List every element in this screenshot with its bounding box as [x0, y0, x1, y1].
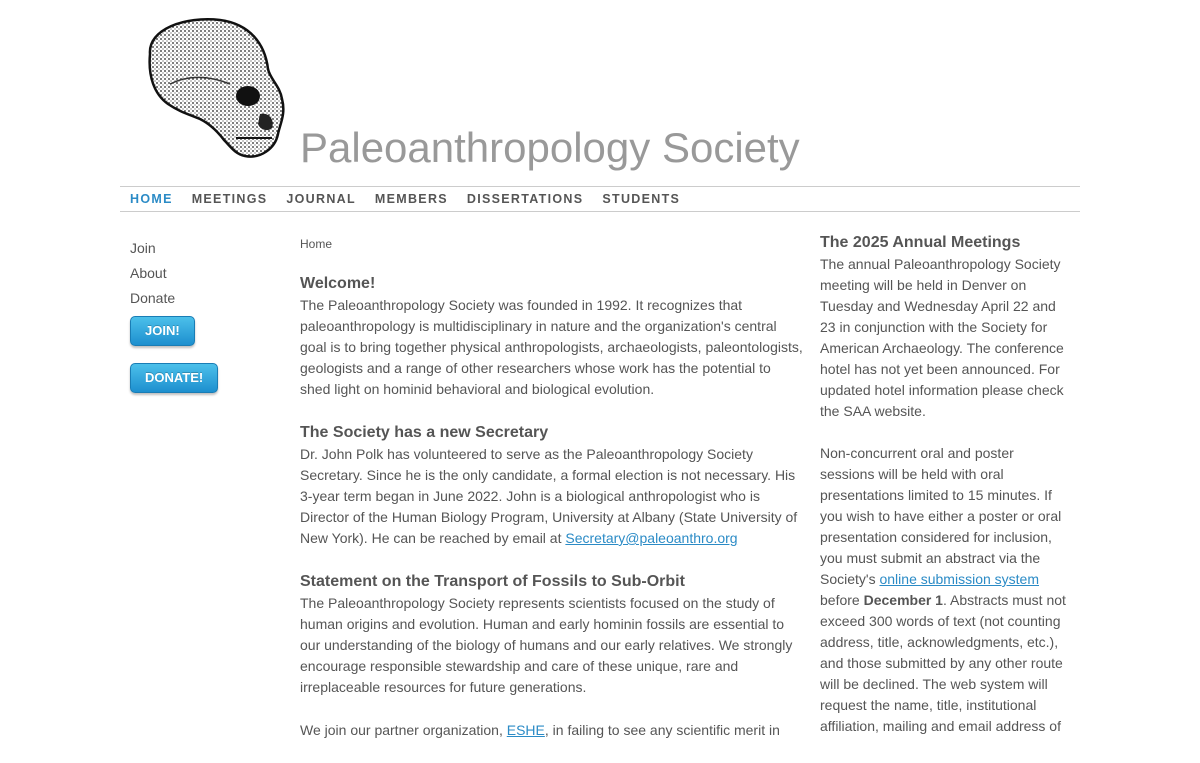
welcome-text: The Paleoanthropology Society was founded in 1992. It recognizes that paleoanthropology is multidisciplinary in nature and the organization's central goal is to bring together physical anthropologists, archaeologists, paleontologists, geologists and a range of other researchers whose work has the potential to shed light on hominid behavioral and biological evolution.	[300, 297, 803, 397]
main-content	[300, 234, 805, 763]
submission-text	[820, 443, 1072, 737]
submission-before: Non-concurrent oral and poster sessions will be held with oral presentations limited to 15 minutes. If you wish to have either a poster or oral presentation considered for inclusion, you must submit an abstract via the Society's	[820, 445, 1062, 587]
annual-meetings-heading: The 2025 Annual Meetings	[820, 234, 1021, 251]
eshe-link[interactable]: ESHE	[506, 722, 545, 738]
site-header	[120, 0, 1080, 186]
online-submission-link[interactable]: online submission system	[879, 571, 1039, 587]
nav-journal[interactable]: JOURNAL	[286, 192, 356, 206]
breadcrumb[interactable]: Home	[300, 237, 333, 251]
sidebar	[130, 238, 280, 385]
welcome-heading: Welcome!	[300, 275, 376, 292]
site-title[interactable]: Paleoanthropology Society	[300, 124, 800, 171]
sidebar-link-join[interactable]: Join	[130, 240, 156, 256]
sidebar-link-donate[interactable]: Donate	[130, 290, 176, 306]
statement-text: The Paleoanthropology Society represents scientists focused on the study of human origins and evolution. Human and early hominin fossils are essential to our understanding of the biology of humans and our early relatives. We strongly encourage responsible stewardship and care of these unique, rare and irreplaceable resources for future generations.	[300, 595, 793, 695]
skull-logo-icon[interactable]	[140, 14, 290, 164]
statement-text-2	[300, 720, 805, 741]
main-nav	[120, 186, 1080, 212]
statement-p2-after: , in failing to see any scientific merit in	[544, 722, 780, 738]
statement-p2-before: We join our partner organization,	[300, 722, 507, 738]
nav-dissertations[interactable]: DISSERTATIONS	[466, 192, 584, 206]
annual-meetings-text: The annual Paleoanthropology Society meeting will be held in Denver on Tuesday and Wednesday April 22 and 23 in conjunction with the Society for American Archaeology. The conference hotel has not yet been announced. For updated hotel information please check the SAA website.	[820, 256, 1064, 419]
statement-heading: Statement on the Transport of Fossils to Sub-Orbit	[300, 573, 685, 590]
secretary-body: Dr. John Polk has volunteered to serve as the Paleoanthropology Society Secretary. Since he is the only candidate, a formal election is not necessary. His 3-year term began in June 2022. John is a biological anthropologist who is Director of the Human Biology Program, University at Albany (State University of New York). He can be reached by email at	[300, 446, 798, 546]
submission-after: . Abstracts must not exceed 300 words of text (not counting address, title, acknowledgments, etc.), and those submitted by any other route will be declined. The web system will request the name, title, institutional affiliation, mailing and email address of	[820, 592, 1066, 734]
sidebar-link-about[interactable]: About	[130, 265, 167, 281]
nav-members[interactable]: MEMBERS	[374, 192, 448, 206]
secretary-email-link[interactable]: Secretary@paleoanthro.org	[565, 530, 738, 546]
annual-meetings-panel	[820, 232, 1072, 758]
nav-students[interactable]: STUDENTS	[602, 192, 681, 206]
nav-meetings[interactable]: MEETINGS	[191, 192, 268, 206]
donate-button[interactable]: DONATE!	[130, 363, 218, 393]
secretary-text	[300, 444, 805, 549]
nav-home[interactable]: HOME	[130, 192, 173, 206]
submission-mid: before	[820, 592, 864, 608]
join-button[interactable]: JOIN!	[130, 316, 195, 346]
secretary-heading: The Society has a new Secretary	[300, 424, 549, 441]
deadline-date: December 1	[863, 592, 943, 608]
